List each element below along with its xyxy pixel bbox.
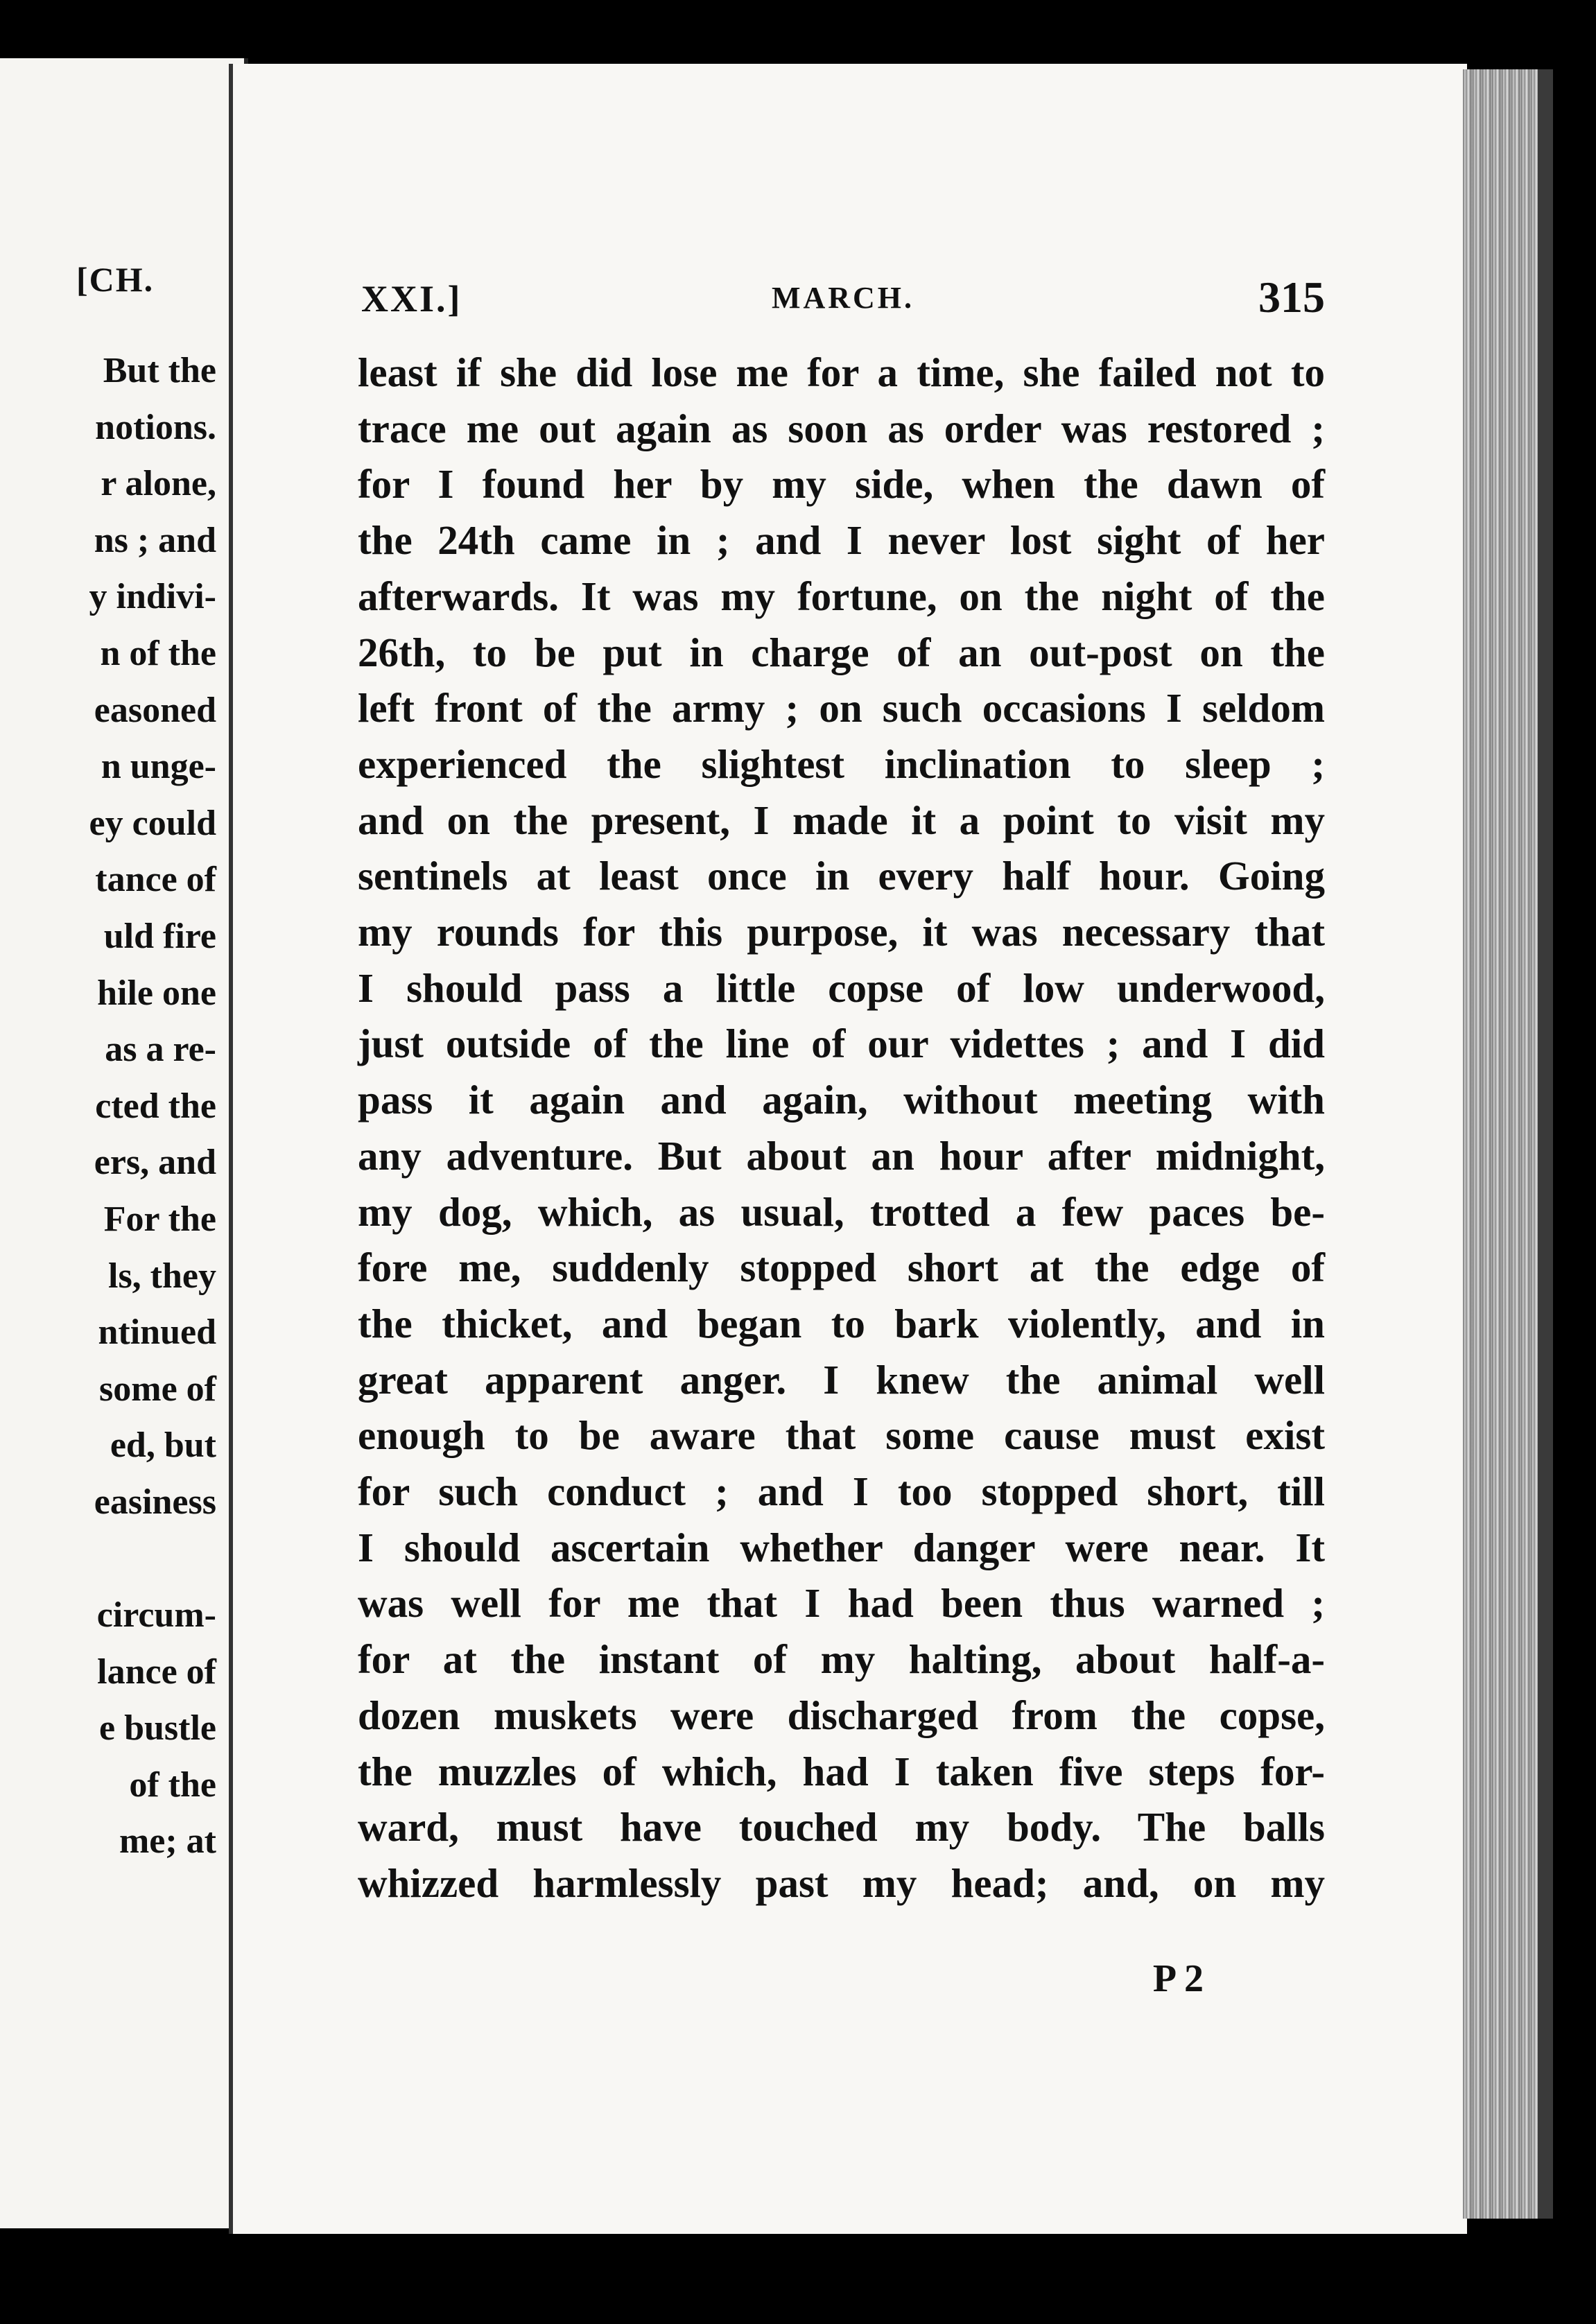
text-line: left front of the army ; on such occasions I seldom [358,685,1325,731]
text-line: fore me, suddenly stopped short at the edge of [358,1245,1325,1291]
page-edges [1463,69,1553,2219]
text-line: for I found her by my side, when the dawn of [358,461,1325,508]
text-line: for at the instant of my halting, about half-a- [358,1636,1325,1683]
text-line: pass it again and again, without meeting with [358,1077,1325,1123]
text-line: sentinels at least once in every half hour. Going [358,853,1325,899]
left-line: some of [99,1369,216,1409]
left-page-header: [CH. [76,260,155,299]
text-line: was well for me that I had been thus warned ; [358,1580,1325,1627]
left-page [0,58,248,2228]
left-line: hile one [97,973,216,1013]
text-line: afterwards. It was my fortune, on the night of the [358,573,1325,619]
left-line: e bustle [99,1708,216,1749]
right-page [229,64,1467,2234]
bottom-shadow [229,2234,1553,2324]
left-line: me; at [119,1821,216,1862]
text-line: ward, must have touched my body. The balls [358,1804,1325,1850]
running-header [361,272,1325,334]
left-line: ey could [89,803,216,843]
text-line: great apparent anger. I knew the animal well [358,1356,1325,1403]
text-line: 26th, to be put in charge of an out-post on the [358,629,1325,675]
left-line: r alone, [101,464,216,504]
left-line: But the [103,351,216,390]
text-line: just outside of the line of our videttes ; and I did [358,1021,1325,1067]
left-line: tance of [95,860,216,900]
left-line: ntinued [98,1312,216,1353]
left-line: circum- [96,1595,216,1636]
left-line: as a re- [105,1030,216,1070]
left-line: ns ; and [94,520,216,560]
left-line: uld fire [103,916,216,956]
text-line: experienced the slightest inclination to sleep ; [358,740,1325,787]
left-line: ed, but [110,1425,216,1466]
text-line: enough to be aware that some cause must exist [358,1412,1325,1459]
left-line: n unge- [101,747,216,787]
left-line: For the [103,1199,216,1239]
left-line: ls, they [108,1256,216,1296]
page-number: 315 [1258,272,1325,322]
text-line: for such conduct ; and I too stopped short, till [358,1468,1325,1515]
text-line: whizzed harmlessly past my head; and, on my [358,1859,1325,1906]
left-line: easiness [94,1482,216,1522]
left-line: cted the [95,1086,216,1126]
text-line: the muzzles of which, had I taken five steps for- [358,1748,1325,1794]
left-line: easoned [94,690,216,730]
text-line: my dog, which, as usual, trotted a few paces be- [358,1188,1325,1235]
left-line: n of the [100,633,216,673]
text-line: least if she did lose me for a time, she failed not to [358,349,1325,395]
left-page-text [0,342,216,1870]
text-line: the 24th came in ; and I never lost sight of her [358,517,1325,564]
text-line: dozen muskets were discharged from the copse, [358,1692,1325,1738]
chapter-number: XXI.] [361,278,462,320]
text-line: the thicket, and began to bark violently, and in [358,1300,1325,1346]
left-line [0,1530,216,1587]
text-line: and on the present, I made it a point to visit my [358,797,1325,843]
running-title: MARCH. [771,281,915,315]
text-line: any adventure. But about an hour after midnight, [358,1132,1325,1179]
text-line: I should ascertain whether danger were near. It [358,1524,1325,1570]
text-line: trace me out again as soon as order was restored ; [358,405,1325,451]
left-line: of the [129,1764,216,1805]
text-line: I should pass a little copse of low underwood, [358,964,1325,1011]
left-line: ers, and [94,1143,216,1183]
left-line: notions. [95,407,216,447]
left-line: y indivi- [89,577,216,617]
body-text [358,345,1325,1911]
text-line: my rounds for this purpose, it was necessary that [358,909,1325,955]
left-line: lance of [97,1651,216,1692]
signature-mark: P 2 [1152,1957,1204,2000]
